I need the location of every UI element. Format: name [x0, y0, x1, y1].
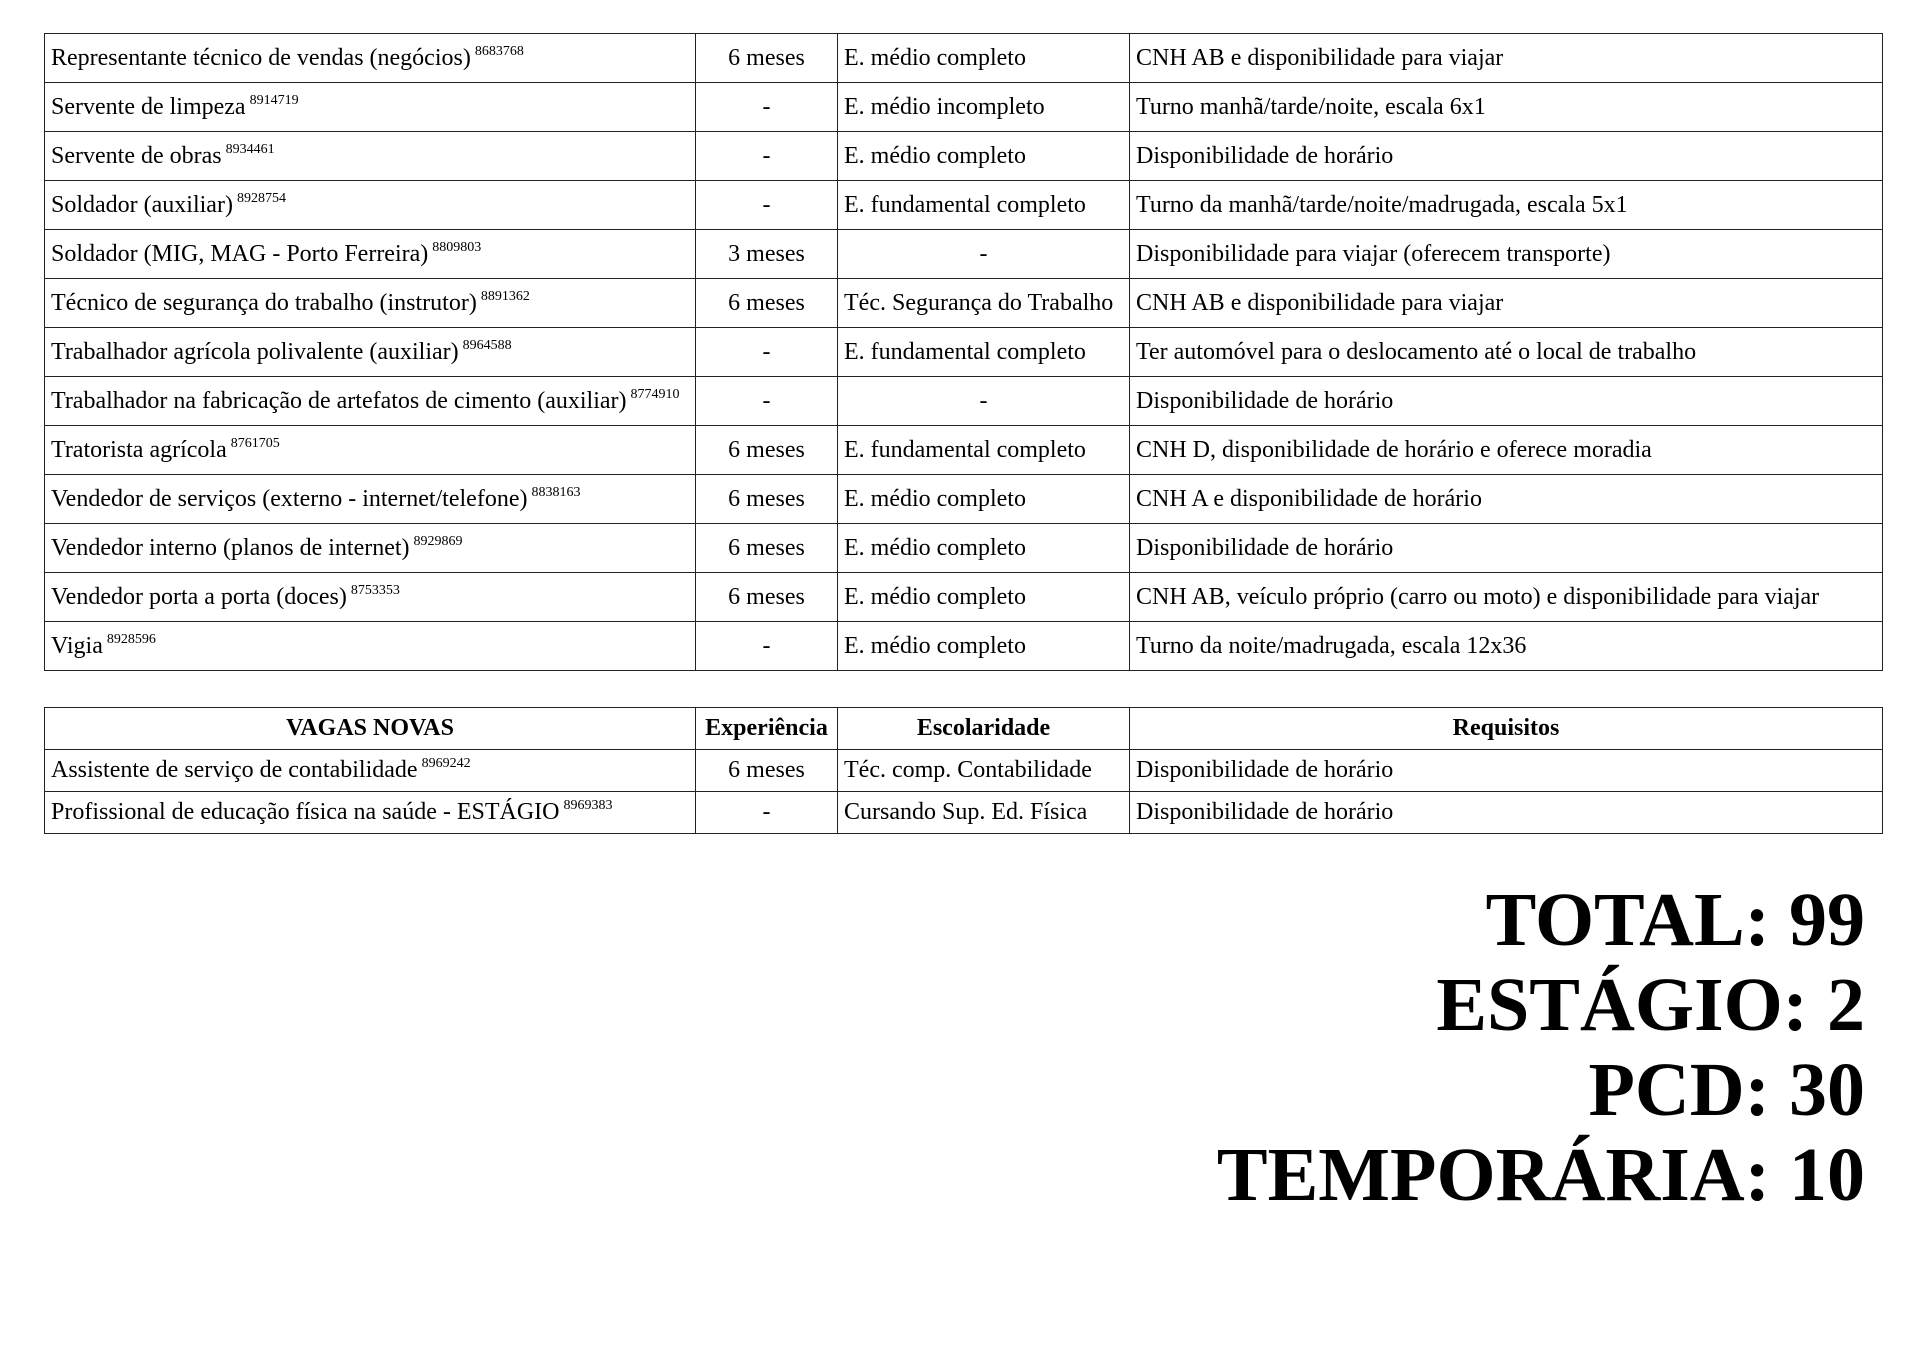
job-requirements: CNH AB e disponibilidade para viajar: [1130, 34, 1883, 83]
header-education: Escolaridade: [838, 708, 1130, 750]
job-code: 8683768: [474, 43, 524, 59]
job-title-cell: [45, 426, 696, 475]
table-row: [45, 230, 1883, 279]
job-experience: -: [696, 132, 838, 181]
job-code: 8964588: [462, 337, 512, 353]
job-title: Assistente de serviço de contabilidade: [51, 757, 418, 783]
jobs-table-body: [45, 34, 1883, 671]
job-requirements: CNH AB, veículo próprio (carro ou moto) e disponibilidade para viajar: [1130, 573, 1883, 622]
job-title: Vigia: [51, 632, 103, 659]
job-title: Soldador (MIG, MAG - Porto Ferreira): [51, 240, 429, 267]
header-new-jobs-title: VAGAS NOVAS: [45, 708, 696, 750]
job-title-cell: [45, 792, 696, 834]
job-requirements: Disponibilidade para viajar (oferecem transporte): [1130, 230, 1883, 279]
job-code: 8809803: [432, 239, 482, 255]
job-title-cell: [45, 181, 696, 230]
job-title: Técnico de segurança do trabalho (instrutor): [51, 289, 477, 316]
job-education: Téc. comp. Contabilidade: [838, 750, 1130, 792]
job-title-cell: [45, 524, 696, 573]
job-title-cell: [45, 230, 696, 279]
temporary-count: TEMPORÁRIA: 10: [1216, 1133, 1865, 1217]
job-experience: 6 meses: [696, 34, 838, 83]
job-experience: -: [696, 792, 838, 834]
jobs-table: [44, 33, 1883, 671]
job-code: 8914719: [249, 92, 299, 108]
job-experience: 3 meses: [696, 230, 838, 279]
job-requirements: CNH AB e disponibilidade para viajar: [1130, 279, 1883, 328]
job-title: Trabalhador na fabricação de artefatos de cimento (auxiliar): [51, 387, 627, 414]
job-experience: -: [696, 181, 838, 230]
job-title: Soldador (auxiliar): [51, 191, 233, 218]
job-code: 8969242: [421, 756, 471, 771]
job-education: E. fundamental completo: [838, 328, 1130, 377]
job-code: 8774910: [630, 386, 680, 402]
job-education: E. médio completo: [838, 573, 1130, 622]
job-code: 8934461: [225, 141, 275, 157]
job-experience: -: [696, 622, 838, 671]
job-education: E. fundamental completo: [838, 426, 1130, 475]
job-title-cell: [45, 573, 696, 622]
job-title-cell: [45, 328, 696, 377]
total-count: TOTAL: 99: [1485, 878, 1865, 962]
job-title: Servente de obras: [51, 142, 222, 169]
job-education: E. médio completo: [838, 34, 1130, 83]
job-education: Cursando Sup. Ed. Física: [838, 792, 1130, 834]
table-row: [45, 181, 1883, 230]
header-requirements: Requisitos: [1130, 708, 1883, 750]
job-title: Representante técnico de vendas (negócios): [51, 44, 471, 71]
job-education: Téc. Segurança do Trabalho: [838, 279, 1130, 328]
table-row: [45, 622, 1883, 671]
job-code: 8891362: [480, 288, 530, 304]
table-row: [45, 132, 1883, 181]
job-requirements: Turno da noite/madrugada, escala 12x36: [1130, 622, 1883, 671]
job-requirements: CNH A e disponibilidade de horário: [1130, 475, 1883, 524]
new-jobs-header-row: [45, 708, 1883, 750]
job-requirements: Disponibilidade de horário: [1130, 132, 1883, 181]
job-title-cell: [45, 279, 696, 328]
job-title-cell: [45, 750, 696, 792]
job-requirements: Ter automóvel para o deslocamento até o local de trabalho: [1130, 328, 1883, 377]
internship-count: ESTÁGIO: 2: [1436, 963, 1865, 1047]
job-code: 8753353: [350, 582, 400, 598]
table-row: [45, 792, 1883, 834]
job-requirements: Disponibilidade de horário: [1130, 792, 1883, 834]
job-experience: 6 meses: [696, 475, 838, 524]
job-education: E. médio completo: [838, 132, 1130, 181]
job-title-cell: [45, 622, 696, 671]
job-requirements: Turno manhã/tarde/noite, escala 6x1: [1130, 83, 1883, 132]
job-experience: 6 meses: [696, 426, 838, 475]
job-title: Vendedor de serviços (externo - internet/telefone): [51, 485, 528, 512]
job-code: 8928596: [106, 631, 156, 647]
job-education: E. médio completo: [838, 622, 1130, 671]
table-row: [45, 377, 1883, 426]
job-education: E. médio incompleto: [838, 83, 1130, 132]
job-title: Servente de limpeza: [51, 93, 246, 120]
job-experience: -: [696, 377, 838, 426]
totals-summary: [1217, 878, 1865, 1218]
job-code: 8929869: [413, 533, 463, 549]
job-code: 8838163: [531, 484, 581, 500]
table-row: [45, 475, 1883, 524]
job-education: E. fundamental completo: [838, 181, 1130, 230]
job-title-cell: [45, 377, 696, 426]
job-experience: 6 meses: [696, 750, 838, 792]
job-title: Vendedor interno (planos de internet): [51, 534, 410, 561]
job-title: Tratorista agrícola: [51, 436, 227, 463]
job-requirements: Turno da manhã/tarde/noite/madrugada, escala 5x1: [1130, 181, 1883, 230]
job-experience: 6 meses: [696, 524, 838, 573]
table-row: [45, 34, 1883, 83]
job-code: 8969383: [563, 798, 613, 813]
pcd-count: PCD: 30: [1588, 1048, 1865, 1132]
table-row: [45, 328, 1883, 377]
job-requirements: Disponibilidade de horário: [1130, 750, 1883, 792]
job-education: E. médio completo: [838, 524, 1130, 573]
job-title-cell: [45, 83, 696, 132]
job-experience: 6 meses: [696, 279, 838, 328]
job-requirements: Disponibilidade de horário: [1130, 377, 1883, 426]
job-requirements: Disponibilidade de horário: [1130, 524, 1883, 573]
job-experience: -: [696, 328, 838, 377]
table-row: [45, 279, 1883, 328]
job-experience: -: [696, 83, 838, 132]
job-education: E. médio completo: [838, 475, 1130, 524]
job-education: -: [838, 377, 1130, 426]
job-code: 8761705: [230, 435, 280, 451]
job-requirements: CNH D, disponibilidade de horário e oferece moradia: [1130, 426, 1883, 475]
new-jobs-table-body: [45, 750, 1883, 834]
table-row: [45, 524, 1883, 573]
new-jobs-table: [44, 707, 1883, 834]
job-education: -: [838, 230, 1130, 279]
table-row: [45, 573, 1883, 622]
job-title: Trabalhador agrícola polivalente (auxiliar): [51, 338, 459, 365]
job-title-cell: [45, 475, 696, 524]
job-title: Vendedor porta a porta (doces): [51, 583, 347, 610]
job-title-cell: [45, 132, 696, 181]
table-row: [45, 426, 1883, 475]
header-experience: Experiência: [696, 708, 838, 750]
job-experience: 6 meses: [696, 573, 838, 622]
table-row: [45, 83, 1883, 132]
table-row: [45, 750, 1883, 792]
job-code: 8928754: [236, 190, 286, 206]
job-title: Profissional de educação física na saúde - ESTÁGIO: [51, 799, 560, 825]
job-title-cell: [45, 34, 696, 83]
